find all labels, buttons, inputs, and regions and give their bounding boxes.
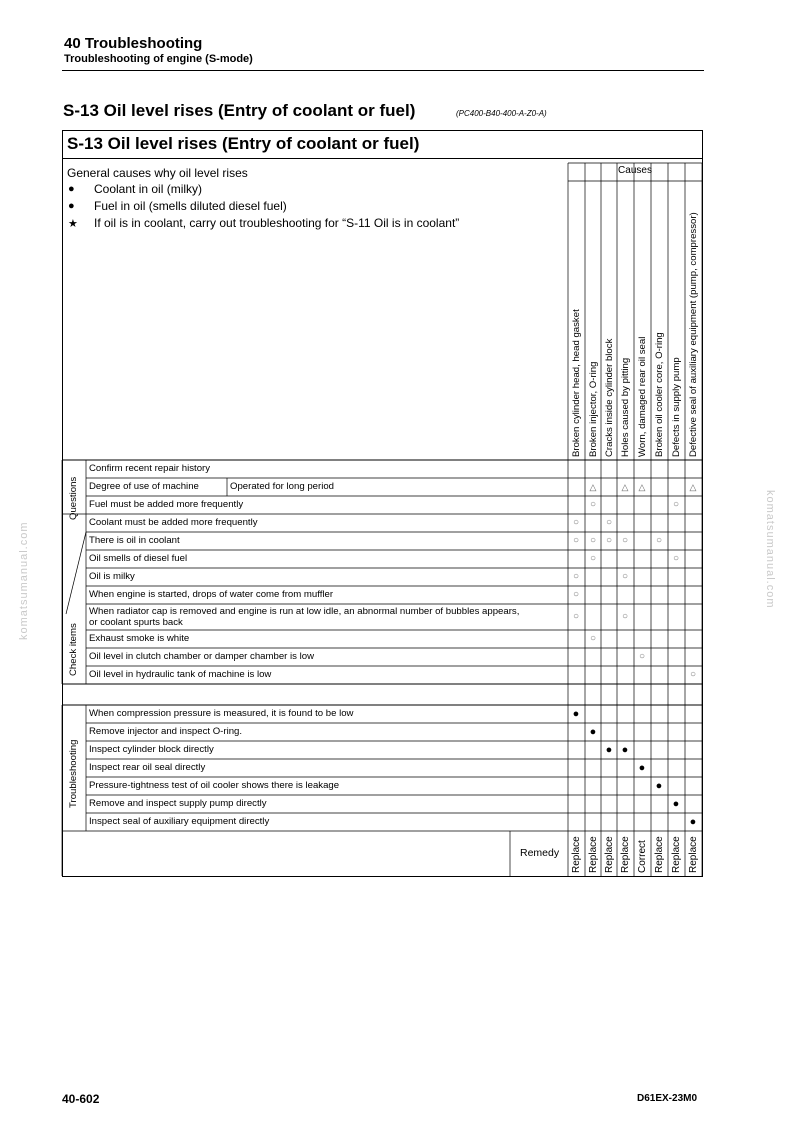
watermark-left: komatsumanual.com	[18, 521, 30, 640]
cause-likely-circle: ○	[621, 571, 629, 582]
remedy-label: Remedy	[520, 847, 560, 859]
box-title: S-13 Oil level rises (Entry of coolant or fuel)	[67, 134, 420, 153]
cause-likely-circle: ○	[621, 611, 629, 622]
general-cause-bullet: ●	[68, 183, 75, 195]
section-title: S-13 Oil level rises (Entry of coolant or fuel)	[63, 101, 416, 120]
cause-likely-circle: ○	[572, 589, 580, 600]
check-item-label: Oil level in hydraulic tank of machine is low	[89, 669, 272, 680]
check-item-label: There is oil in coolant	[89, 535, 180, 546]
cause-likely-circle: ○	[672, 553, 680, 564]
troubleshooting-step-label: Inspect rear oil seal directly	[89, 762, 206, 773]
model-code: D61EX-23M0	[637, 1093, 698, 1104]
cause-column-header: Cracks inside cylinder block	[604, 338, 615, 457]
cause-column-header: Worn, damaged rear oil seal	[637, 336, 648, 457]
remedy-value: Replace	[671, 836, 682, 873]
general-cause-item: Coolant in oil (milky)	[94, 182, 203, 196]
page-number: 40-602	[62, 1092, 100, 1106]
check-item-label: Exhaust smoke is white	[89, 633, 190, 644]
cause-confirmed-dot: ●	[589, 726, 597, 738]
remedy-value: Replace	[604, 836, 615, 873]
cause-confirmed-dot: ●	[655, 780, 663, 792]
chapter-subtitle: Troubleshooting of engine (S-mode)	[64, 53, 253, 65]
remedy-value: Replace	[588, 836, 599, 873]
check-item-sub-label: Operated for long period	[230, 481, 334, 492]
remedy-value: Replace	[688, 836, 699, 873]
cause-confirmed-dot: ●	[621, 744, 629, 756]
troubleshooting-step-label: Inspect seal of auxiliary equipment directly	[89, 816, 270, 827]
check-item-label: Oil level in clutch chamber or damper chamber is low	[89, 651, 315, 662]
check-item-label: Oil smells of diesel fuel	[89, 553, 188, 564]
causes-header: Causes	[618, 165, 652, 176]
cause-column-header: Broken oil cooler core, O-ring	[654, 332, 665, 457]
cause-confirmed-dot: ●	[572, 708, 580, 720]
check-item-label: Fuel must be added more frequently	[89, 499, 244, 510]
cause-likely-circle: ○	[655, 535, 663, 546]
troubleshooting-step-label: Pressure-tightness test of oil cooler shows there is leakage	[89, 780, 340, 791]
cause-confirmed-dot: ●	[672, 798, 680, 810]
cause-likely-circle: ○	[621, 535, 629, 546]
troubleshooting-step-label: Remove and inspect supply pump directly	[89, 798, 267, 809]
cause-likely-circle: ○	[689, 669, 697, 680]
section-code: (PC400-B40-400-A-Z0-A)	[456, 109, 547, 118]
group-diagonal	[66, 532, 86, 614]
troubleshooting-step-label: When compression pressure is measured, it is found to be low	[89, 708, 354, 719]
cause-confirmed-dot: ●	[638, 762, 646, 774]
general-causes-heading: General causes why oil level rises	[67, 166, 248, 180]
check-item-label: Degree of use of machine	[89, 481, 199, 492]
group-label-check-items: Check items	[68, 623, 79, 676]
check-item-label: Coolant must be added more frequently	[89, 517, 258, 528]
cause-column-header: Defects in supply pump	[671, 357, 682, 457]
cause-likely-circle: ○	[572, 611, 580, 622]
remedy-value: Replace	[571, 836, 582, 873]
cause-confirmed-dot: ●	[605, 744, 613, 756]
remedy-value: Correct	[637, 840, 648, 873]
group-label-questions: Questions	[68, 476, 79, 520]
cause-likely-circle: ○	[589, 499, 597, 510]
watermark-right: komatsumanual.com	[764, 490, 776, 609]
remedy-value: Replace	[654, 836, 665, 873]
cause-likely-circle: ○	[605, 535, 613, 546]
general-cause-item: Fuel in oil (smells diluted diesel fuel)	[94, 199, 287, 213]
general-cause-bullet: ●	[68, 200, 75, 212]
troubleshooting-step-label: Inspect cylinder block directly	[89, 744, 214, 755]
check-item-label: When radiator cap is removed and engine is run at low idle, an abnormal number of bubbles appears, or coolant spurts back	[89, 606, 520, 628]
cause-column-header: Broken injector, O-ring	[588, 361, 599, 457]
check-item-label: When engine is started, drops of water come from muffler	[89, 589, 334, 600]
cause-column-header: Defective seal of auxiliary equipment (pump, compressor)	[688, 212, 699, 457]
check-item-label: Oil is milky	[89, 571, 135, 582]
cause-likely-circle: ○	[572, 535, 580, 546]
remedy-value: Replace	[620, 836, 631, 873]
group-label-troubleshooting: Troubleshooting	[68, 739, 79, 808]
cause-confirmed-dot: ●	[689, 816, 697, 828]
check-item-label: Confirm recent repair history	[89, 463, 211, 474]
cause-likely-circle: ○	[672, 499, 680, 510]
cause-possible-triangle: △	[638, 482, 646, 492]
chapter-title: 40 Troubleshooting	[64, 35, 203, 52]
cause-likely-circle: ○	[589, 535, 597, 546]
cause-likely-circle: ○	[589, 633, 597, 644]
cause-likely-circle: ○	[589, 553, 597, 564]
cause-column-header: Broken cylinder head, head gasket	[571, 309, 582, 457]
check-item-label-line2: or coolant spurts back	[89, 617, 183, 628]
cause-likely-circle: ○	[572, 571, 580, 582]
general-cause-bullet: ★	[68, 218, 78, 230]
troubleshooting-step-label: Remove injector and inspect O-ring.	[89, 726, 243, 737]
cause-column-header: Holes caused by pitting	[620, 357, 631, 457]
cause-possible-triangle: △	[621, 482, 629, 492]
cause-likely-circle: ○	[605, 517, 613, 528]
cause-likely-circle: ○	[638, 651, 646, 662]
cause-likely-circle: ○	[572, 517, 580, 528]
cause-possible-triangle: △	[689, 482, 697, 492]
general-cause-item: If oil is in coolant, carry out troubleshooting for “S-11 Oil is in coolant”	[94, 216, 460, 230]
cause-possible-triangle: △	[589, 482, 597, 492]
